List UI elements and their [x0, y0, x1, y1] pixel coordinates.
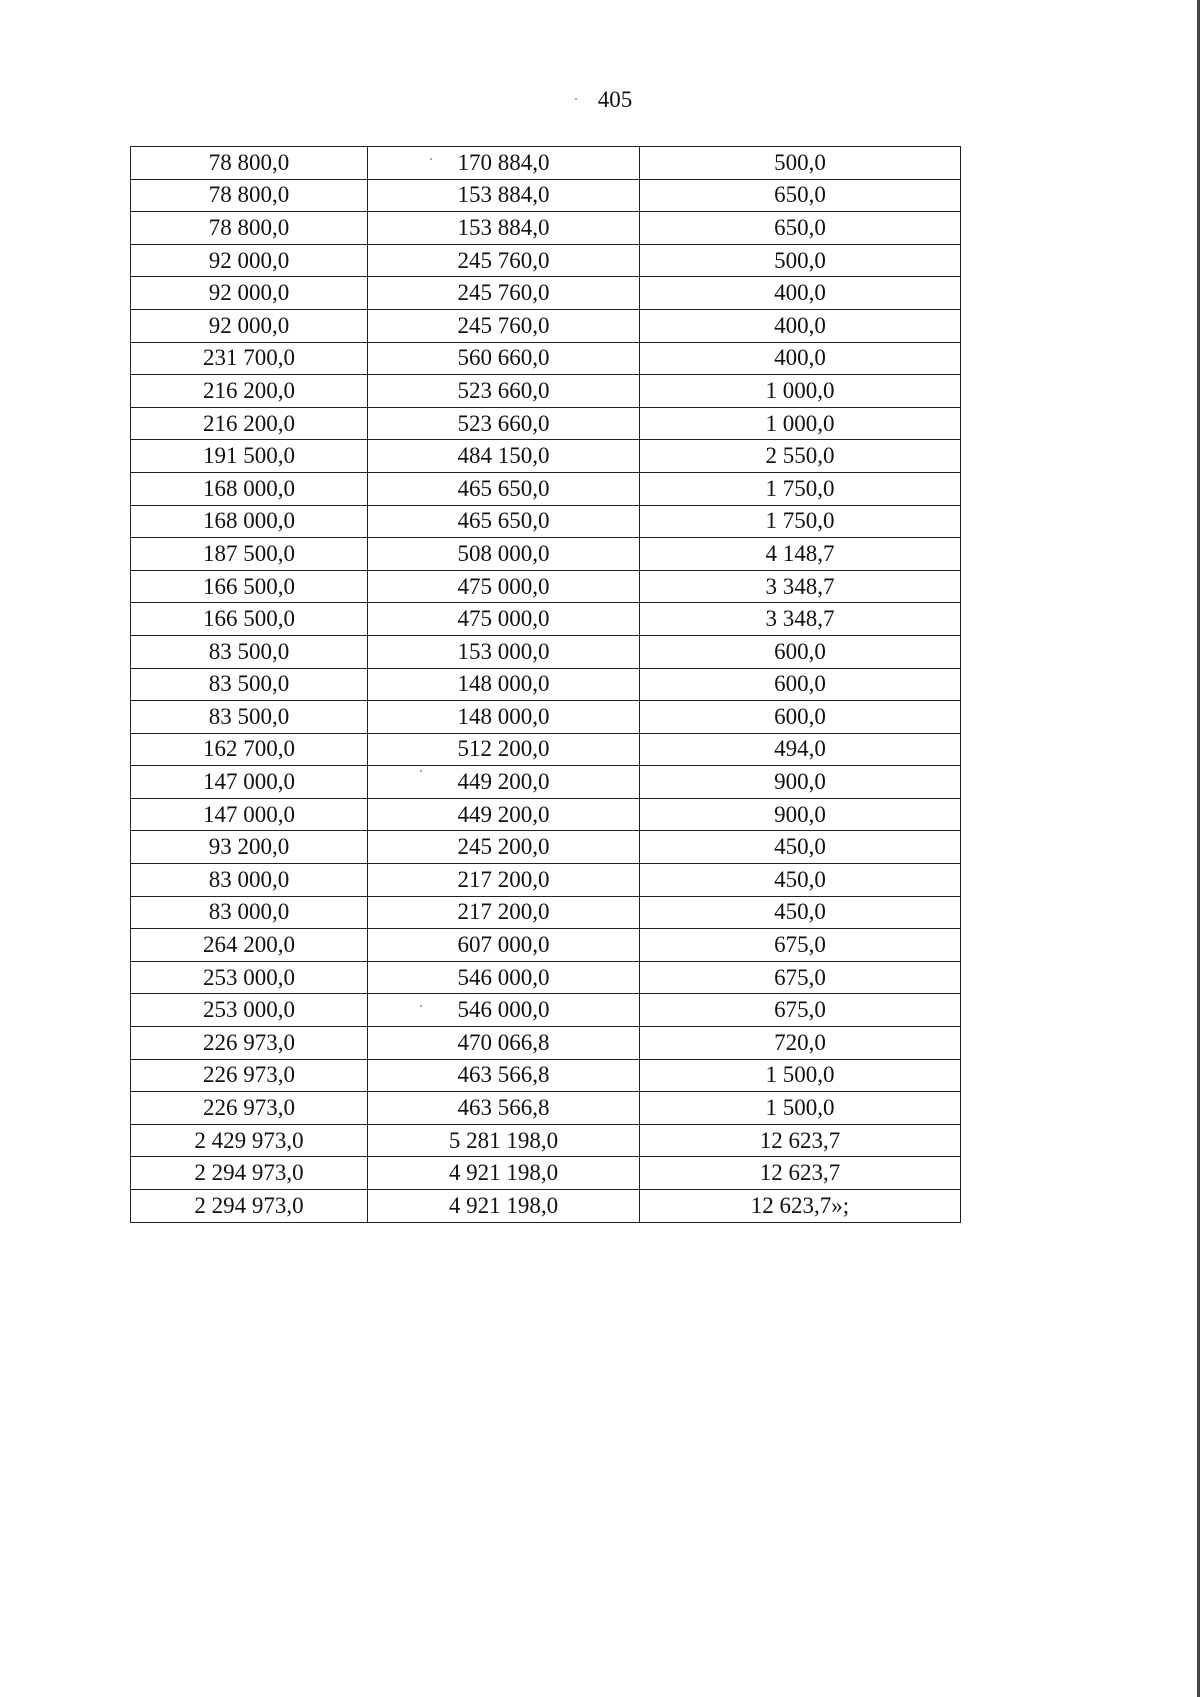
- table-cell-col-1: 216 200,0: [131, 407, 368, 440]
- table-cell-col-3: 650,0: [640, 212, 961, 245]
- table-cell-col-3: 600,0: [640, 635, 961, 668]
- table-row: [131, 701, 961, 734]
- table-cell-col-3: 600,0: [640, 668, 961, 701]
- table-row: [131, 244, 961, 277]
- table-cell-col-1: 92 000,0: [131, 309, 368, 342]
- table-cell-col-2: 153 884,0: [368, 179, 640, 212]
- table-cell-col-1: 83 500,0: [131, 701, 368, 734]
- table-row: [131, 1124, 961, 1157]
- table-cell-col-3: 400,0: [640, 309, 961, 342]
- table-cell-col-2: 5 281 198,0: [368, 1124, 640, 1157]
- table-cell-col-2: 463 566,8: [368, 1092, 640, 1125]
- table-cell-col-2: 546 000,0: [368, 994, 640, 1027]
- table-cell-col-2: 449 200,0: [368, 798, 640, 831]
- table-cell-col-1: 166 500,0: [131, 570, 368, 603]
- table-row: [131, 929, 961, 962]
- table-row: [131, 407, 961, 440]
- table-cell-col-3: 600,0: [640, 701, 961, 734]
- table-cell-col-1: 147 000,0: [131, 766, 368, 799]
- page-number: 405: [597, 87, 633, 112]
- table-cell-col-1: 191 500,0: [131, 440, 368, 473]
- table-cell-col-2: 153 000,0: [368, 635, 640, 668]
- table-cell-col-2: 523 660,0: [368, 375, 640, 408]
- table-row: [131, 961, 961, 994]
- table-cell-col-3: 2 550,0: [640, 440, 961, 473]
- table-cell-col-2: 512 200,0: [368, 733, 640, 766]
- table-row: [131, 212, 961, 245]
- scan-speck: [575, 98, 577, 100]
- data-table-container: [130, 146, 960, 1223]
- table-cell-col-1: 83 000,0: [131, 864, 368, 897]
- table-row: [131, 179, 961, 212]
- table-cell-col-2: 508 000,0: [368, 538, 640, 571]
- table-cell-col-3: 3 348,7: [640, 603, 961, 636]
- table-cell-col-1: 168 000,0: [131, 472, 368, 505]
- table-cell-col-2: 245 760,0: [368, 277, 640, 310]
- table-row: [131, 472, 961, 505]
- table-cell-col-3: 4 148,7: [640, 538, 961, 571]
- table-cell-col-1: 2 294 973,0: [131, 1157, 368, 1190]
- table-row: [131, 538, 961, 571]
- table-cell-col-3: 3 348,7: [640, 570, 961, 603]
- table-row: [131, 1157, 961, 1190]
- table-cell-col-3: 650,0: [640, 179, 961, 212]
- table-row: [131, 1092, 961, 1125]
- table-cell-col-3: 12 623,7: [640, 1124, 961, 1157]
- table-row: [131, 864, 961, 897]
- table-cell-col-1: 83 500,0: [131, 635, 368, 668]
- scan-speck: [420, 770, 422, 772]
- table-cell-col-1: 226 973,0: [131, 1027, 368, 1060]
- table-cell-col-3: 12 623,7»;: [640, 1190, 961, 1223]
- table-cell-col-3: 1 000,0: [640, 375, 961, 408]
- table-cell-col-2: 484 150,0: [368, 440, 640, 473]
- table-cell-col-1: 83 500,0: [131, 668, 368, 701]
- table-cell-col-3: 500,0: [640, 147, 961, 180]
- table-cell-col-1: 83 000,0: [131, 896, 368, 929]
- table-cell-col-2: 148 000,0: [368, 668, 640, 701]
- table-cell-col-1: 78 800,0: [131, 212, 368, 245]
- table-body: [131, 147, 961, 1223]
- table-cell-col-3: 1 750,0: [640, 505, 961, 538]
- table-cell-col-3: 450,0: [640, 864, 961, 897]
- data-table: [130, 146, 961, 1223]
- table-row: [131, 994, 961, 1027]
- table-cell-col-1: 92 000,0: [131, 277, 368, 310]
- table-cell-col-2: 245 760,0: [368, 244, 640, 277]
- table-cell-col-2: 475 000,0: [368, 570, 640, 603]
- table-cell-col-1: 253 000,0: [131, 994, 368, 1027]
- table-cell-col-1: 2 294 973,0: [131, 1190, 368, 1223]
- table-cell-col-1: 166 500,0: [131, 603, 368, 636]
- table-cell-col-2: 475 000,0: [368, 603, 640, 636]
- table-cell-col-3: 450,0: [640, 831, 961, 864]
- table-row: [131, 635, 961, 668]
- table-row: [131, 440, 961, 473]
- table-row: [131, 277, 961, 310]
- table-cell-col-2: 470 066,8: [368, 1027, 640, 1060]
- table-cell-col-2: 245 760,0: [368, 309, 640, 342]
- table-row: [131, 766, 961, 799]
- table-cell-col-1: 168 000,0: [131, 505, 368, 538]
- table-cell-col-3: 450,0: [640, 896, 961, 929]
- table-cell-col-3: 500,0: [640, 244, 961, 277]
- table-cell-col-3: 1 750,0: [640, 472, 961, 505]
- table-cell-col-1: 93 200,0: [131, 831, 368, 864]
- table-cell-col-1: 162 700,0: [131, 733, 368, 766]
- table-cell-col-1: 226 973,0: [131, 1092, 368, 1125]
- table-cell-col-1: 147 000,0: [131, 798, 368, 831]
- table-cell-col-3: 1 000,0: [640, 407, 961, 440]
- table-cell-col-2: 463 566,8: [368, 1059, 640, 1092]
- table-cell-col-2: 523 660,0: [368, 407, 640, 440]
- table-cell-col-3: 675,0: [640, 961, 961, 994]
- table-row: [131, 733, 961, 766]
- table-cell-col-3: 900,0: [640, 798, 961, 831]
- table-cell-col-2: 245 200,0: [368, 831, 640, 864]
- table-cell-col-2: 560 660,0: [368, 342, 640, 375]
- table-row: [131, 342, 961, 375]
- table-row: [131, 147, 961, 180]
- table-cell-col-1: 2 429 973,0: [131, 1124, 368, 1157]
- table-cell-col-1: 226 973,0: [131, 1059, 368, 1092]
- table-cell-col-1: 216 200,0: [131, 375, 368, 408]
- table-cell-col-2: 170 884,0: [368, 147, 640, 180]
- table-cell-col-2: 4 921 198,0: [368, 1190, 640, 1223]
- table-cell-col-3: 675,0: [640, 994, 961, 1027]
- table-row: [131, 375, 961, 408]
- table-row: [131, 1190, 961, 1223]
- table-cell-col-3: 1 500,0: [640, 1092, 961, 1125]
- table-cell-col-3: 720,0: [640, 1027, 961, 1060]
- table-cell-col-2: 153 884,0: [368, 212, 640, 245]
- table-row: [131, 603, 961, 636]
- table-cell-col-1: 231 700,0: [131, 342, 368, 375]
- table-cell-col-1: 253 000,0: [131, 961, 368, 994]
- table-row: [131, 1027, 961, 1060]
- table-row: [131, 798, 961, 831]
- table-cell-col-2: 217 200,0: [368, 864, 640, 897]
- scan-speck: [430, 158, 432, 160]
- table-cell-col-3: 400,0: [640, 277, 961, 310]
- table-cell-col-1: 78 800,0: [131, 147, 368, 180]
- table-row: [131, 896, 961, 929]
- table-cell-col-2: 465 650,0: [368, 505, 640, 538]
- table-row: [131, 1059, 961, 1092]
- table-cell-col-2: 607 000,0: [368, 929, 640, 962]
- table-cell-col-1: 92 000,0: [131, 244, 368, 277]
- table-cell-col-2: 449 200,0: [368, 766, 640, 799]
- table-cell-col-2: 217 200,0: [368, 896, 640, 929]
- scan-speck: [420, 1005, 422, 1007]
- table-cell-col-3: 900,0: [640, 766, 961, 799]
- table-cell-col-3: 675,0: [640, 929, 961, 962]
- table-cell-col-1: 264 200,0: [131, 929, 368, 962]
- table-cell-col-3: 12 623,7: [640, 1157, 961, 1190]
- table-cell-col-1: 78 800,0: [131, 179, 368, 212]
- table-cell-col-2: 148 000,0: [368, 701, 640, 734]
- table-cell-col-3: 494,0: [640, 733, 961, 766]
- table-row: [131, 831, 961, 864]
- table-cell-col-2: 546 000,0: [368, 961, 640, 994]
- table-row: [131, 309, 961, 342]
- table-row: [131, 570, 961, 603]
- table-row: [131, 505, 961, 538]
- table-cell-col-3: 1 500,0: [640, 1059, 961, 1092]
- table-cell-col-2: 465 650,0: [368, 472, 640, 505]
- table-cell-col-3: 400,0: [640, 342, 961, 375]
- table-cell-col-2: 4 921 198,0: [368, 1157, 640, 1190]
- table-row: [131, 668, 961, 701]
- table-cell-col-1: 187 500,0: [131, 538, 368, 571]
